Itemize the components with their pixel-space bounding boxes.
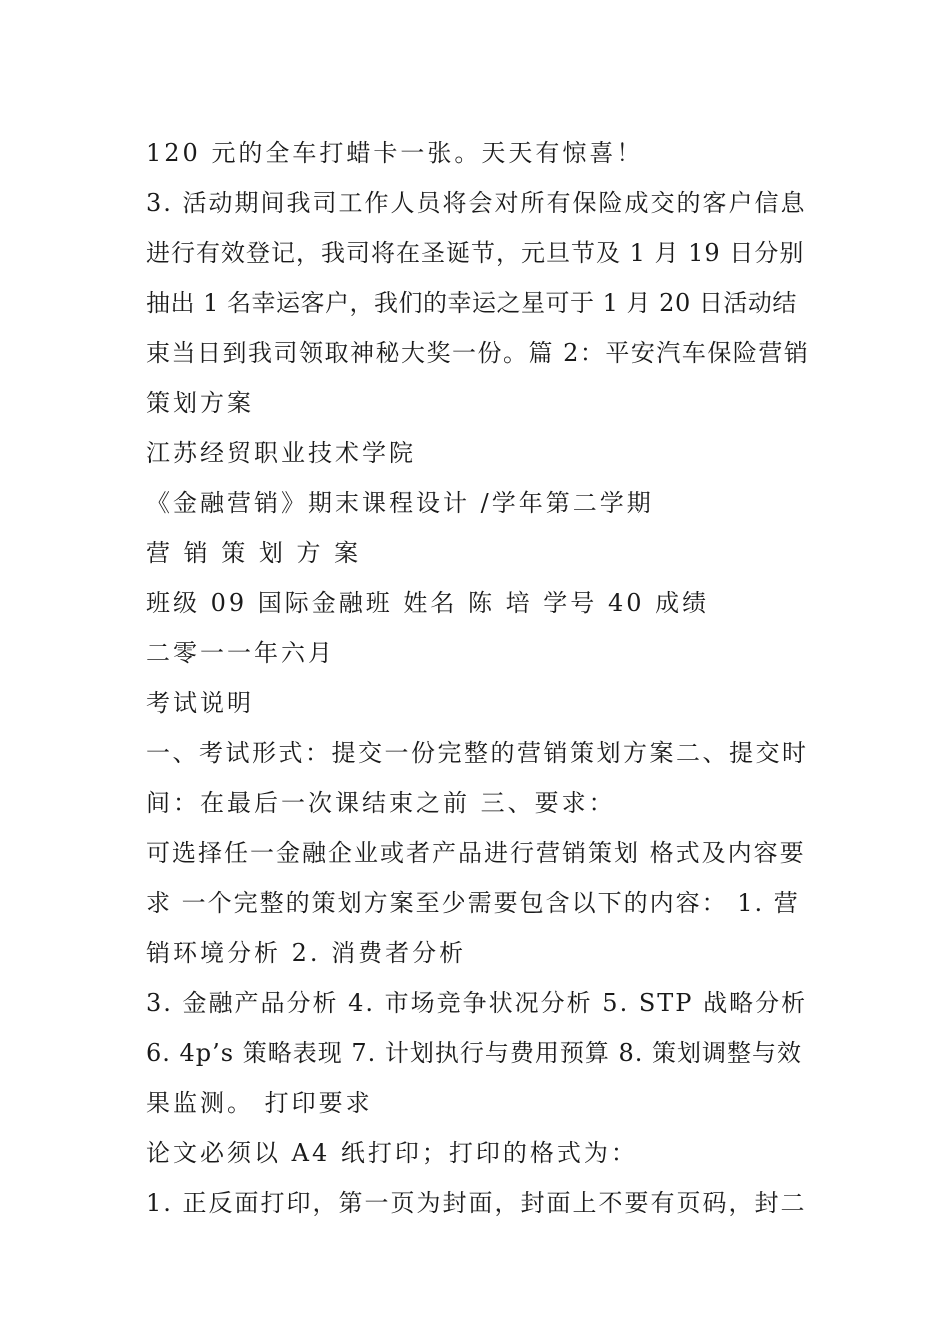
- text-line: 果监测。 打印要求: [146, 1089, 373, 1117]
- text-line: 6. 4p’s 策略表现 7. 计划执行与费用预算 8. 策划调整与效: [146, 1039, 803, 1067]
- text-line: 销环境分析 2. 消费者分析: [146, 939, 467, 967]
- text-line: 间：在最后一次课结束之前 三、要求：: [146, 789, 616, 817]
- text-line: 束当日到我司领取神秘大奖一份。篇 2：平安汽车保险营销: [146, 339, 810, 367]
- date-line: 二零一一年六月: [146, 639, 335, 667]
- text-line: 3. 活动期间我司工作人员将会对所有保险成交的客户信息: [146, 189, 807, 217]
- document-body: [146, 128, 810, 1228]
- plan-heading: 营 销 策 划 方 案: [146, 539, 362, 567]
- text-line: 120 元的全车打蜡卡一张。天天有惊喜！: [146, 139, 644, 167]
- exam-notes-heading: 考试说明: [146, 689, 254, 717]
- text-line: 可选择任一金融企业或者产品进行营销策划 格式及内容要: [146, 839, 806, 867]
- course-title: 《金融营销》期末课程设计 /学年第二学期: [146, 489, 654, 517]
- text-line: 论文必须以 A4 纸打印；打印的格式为：: [146, 1139, 638, 1167]
- text-line: 1. 正反面打印，第一页为封面，封面上不要有页码，封二: [146, 1189, 807, 1217]
- text-line: 策划方案: [146, 389, 254, 417]
- text-line: 3. 金融产品分析 4. 市场竞争状况分析 5. STP 战略分析: [146, 989, 808, 1017]
- text-line: 抽出 1 名幸运客户，我们的幸运之星可于 1 月 20 日活动结: [146, 289, 797, 317]
- text-line: 进行有效登记，我司将在圣诞节，元旦节及 1 月 19 日分别: [146, 239, 805, 267]
- text-line: 求 一个完整的策划方案至少需要包含以下的内容： 1. 营: [146, 889, 800, 917]
- text-line: 一、考试形式：提交一份完整的营销策划方案二、提交时: [146, 739, 809, 767]
- school-name: 江苏经贸职业技术学院: [146, 439, 416, 467]
- student-info: 班级 09 国际金融班 姓名 陈 培 学号 40 成绩: [146, 589, 710, 617]
